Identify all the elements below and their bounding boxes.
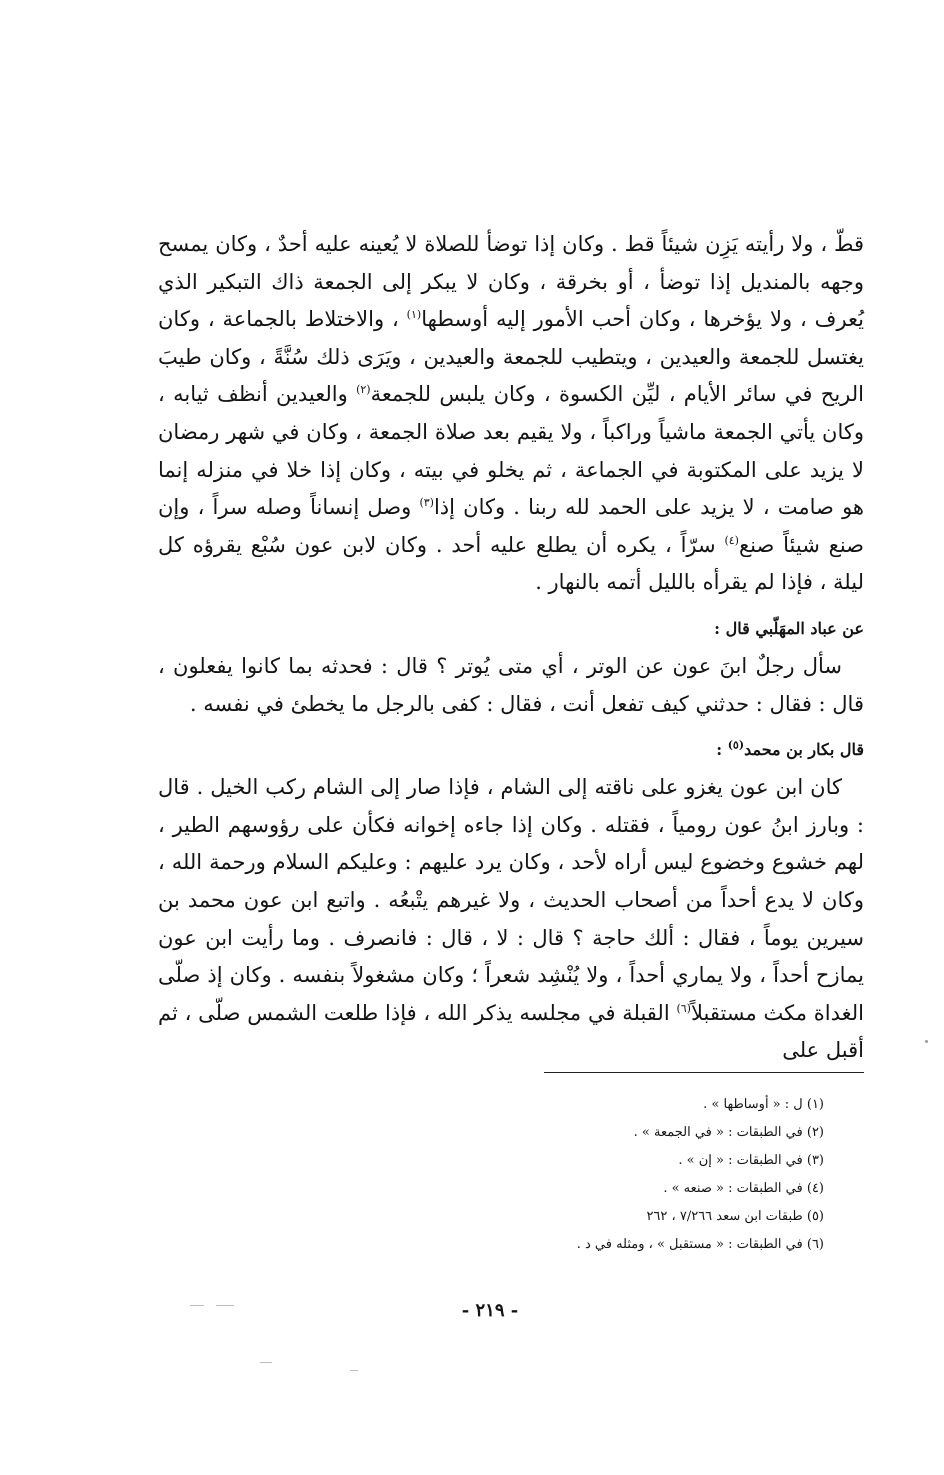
paragraph-3 (158, 769, 864, 1070)
scan-speck (350, 1370, 358, 1371)
footnote-5: (٥) طبقات ابن سعد ٧/٢٦٦ ، ٢٦٢ (646, 1209, 824, 1224)
footnotes-list (324, 1091, 824, 1259)
paragraph-1-text-e: سرّاً ، يكره أن يطلع عليه أحد . وكان لابن عون سُبْع يقرؤه كل ليلة ، فإذا لم يقرأه بالليل أتمه بالنهار . (158, 532, 864, 595)
footnote-marker-3: (٣) (419, 496, 434, 510)
paragraph-1-text-c: والعيدين أنظف ثيابه ، وكان يأتي الجمعة ماشياً وراكباً ، ولا يقيم بعد صلاة الجمعة ، وكان في شهر رمضان لا يزيد على المكتوبة في الجماعة ، ثم يخلو في بيته ، وكان إذا خلا في منزله إنما هو صامت ، لا يزيد على الحمد لله ربنا . وكان إذا (158, 382, 865, 520)
footnote-marker-4: (٤) (724, 533, 739, 547)
paragraph-1-text-b: ، والاختلاط بالجماعة ، وكان يغتسل للجمعة والعيدين ، ويتطيب للجمعة والعيدين ، ويَرَى ذلك سُنَّةً ، وكان طيبَ الريح في سائر الأيام ، ليِّن الكسوة ، وكان يلبس للجمعة (158, 307, 864, 407)
footnote-3: (٣) في الطبقات : « إن » . (678, 1153, 824, 1168)
footnote-4: (٤) في الطبقات : « صنعه » . (663, 1181, 824, 1196)
footnote-divider (544, 1072, 864, 1073)
scan-edge-mark (925, 1040, 928, 1043)
paragraph-2: سأل رجلٌ ابنَ عون عن الوتر ، أي متى يُوتر ؟ قال : فحدثه بما كانوا يفعلون ، قال : فقال : حدثني كيف تفعل أنت ، فقال : كفى بالرجل ما يخطئ في نفسه . (158, 653, 864, 716)
paragraph-3-text-b: القبلة في مجلسه يذكر الله ، فإذا طلعت الشمس صلّى ، ثم أقبل على (158, 1000, 864, 1063)
scan-speck (190, 1305, 204, 1306)
paragraph-3-text-a: كان ابن عون يغزو على ناقته إلى الشام ، فإذا صار إلى الشام ركب الخيل . قال : وبارز ابنُ عون رومياً ، فقتله . وكان إذا جاءه إخوانه فكأن على رؤوسهم الطير ، لهم خشوع وخضوع ليس أراه لأحد ، وكان يرد عليهم : وعليكم السلام ورحمة الله ، وكان لا يدع أحداً من أصحاب الحديث ، ولا غيرهم يتْبعُه . واتبع ابن عون محمد بن سيرين يوماً ، فقال : ألك حاجة ؟ قال : لا ، قال : فانصرف . وما رأيت ابن عون يمازح أحداً ، ولا يماري أحداً ، ولا يُنْشِد شعراً ؛ وكان مشغولاً بنفسه . وكان إذ صلّى الغداة مكث مستقبلاً (158, 775, 864, 1025)
footnote-marker-1: (١) (406, 308, 422, 322)
section-heading-bakkar (158, 737, 864, 763)
section-heading-abbad: عن عباد المهَلّبي قال : (714, 618, 864, 638)
scan-speck (216, 1305, 234, 1306)
section-heading-bakkar-colon: : (716, 740, 728, 760)
footnote-2: (٢) في الطبقات : « في الجمعة » . (633, 1125, 824, 1140)
paragraph-1-text-d: وصل إنساناً وصله سراً ، وإن صنع شيئاً صنع (158, 495, 864, 557)
section-heading-bakkar-text: قال بكار بن محمد (744, 740, 864, 760)
footnote-marker-5: (٥) (727, 738, 745, 752)
paragraph-1 (158, 226, 864, 602)
footnote-marker-6: (٦) (676, 1001, 691, 1015)
footnote-marker-2: (٢) (356, 383, 371, 397)
footnote-6: (٦) في الطبقات : « مستقبل » ، ومثله في د . (576, 1237, 824, 1252)
footnote-1: (١) ل : « أوساطها » . (703, 1097, 824, 1112)
scan-speck (260, 1362, 272, 1363)
paragraph-1-text-a: قطّ ، ولا رأيته يَزِن شيئاً قط . وكان إذا توضأ للصلاة لا يُعينه عليه أحدٌ ، وكان يمسح وجهه بالمنديل إذا توضأ ، أو بخرقة ، وكان لا يبكر إلى الجمعة ذاك التبكير الذي يُعرف ، ولا يؤخرها ، وكان أحب الأمور إليه أوسطها (158, 232, 865, 332)
main-text (158, 226, 864, 1070)
page-number: - ٢١٩ - (461, 1300, 519, 1321)
